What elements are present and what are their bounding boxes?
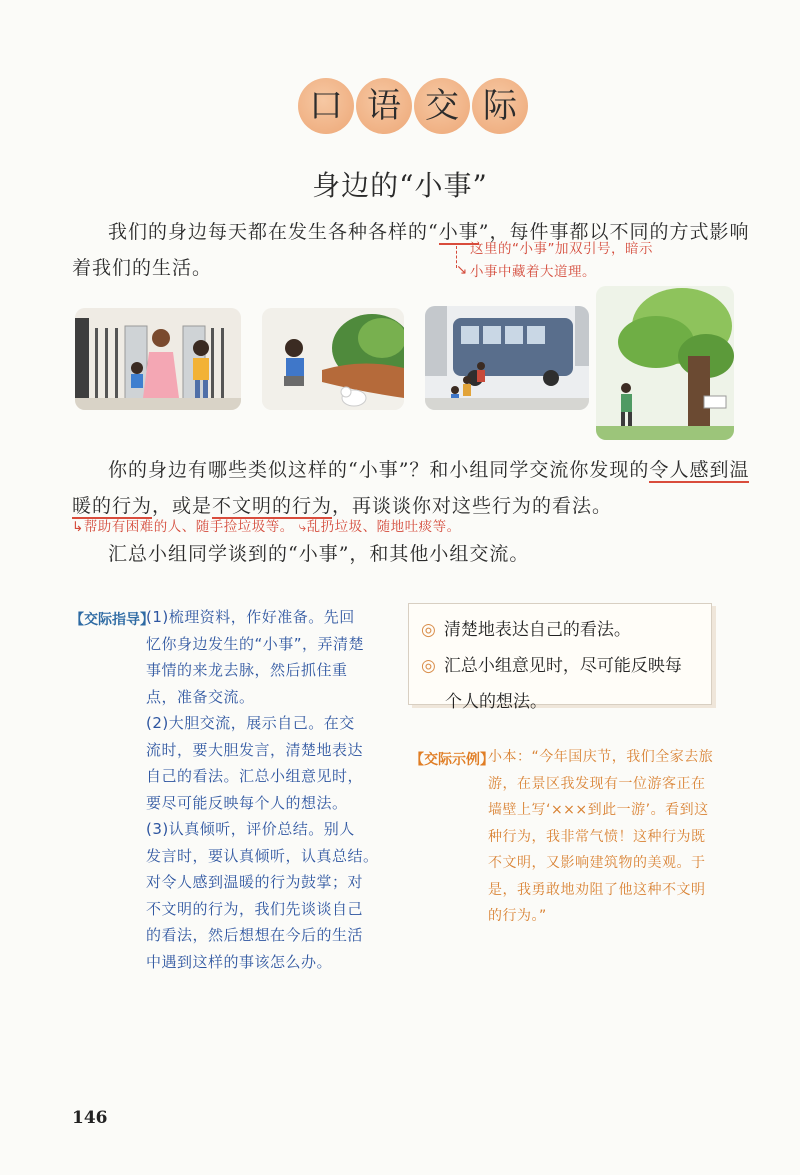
guide-line: 中遇到这样的事该怎么办。 bbox=[146, 952, 333, 971]
title-char-3: 交 bbox=[414, 78, 470, 134]
tip-item-2-line2: 个人的想法。 bbox=[445, 692, 547, 712]
page-number: 146 bbox=[72, 1108, 108, 1128]
guide-line: 发言时，要认真倾听，认真总结。 bbox=[146, 846, 379, 865]
note-1-line1: 这里的“小事”加双引号，暗示 bbox=[470, 241, 653, 257]
subtitle: 身边的“小事” bbox=[312, 169, 488, 202]
tip-item-2-text: 汇总小组意见时，尽可能反映每 bbox=[443, 656, 682, 676]
example-label: 【交际示例】 bbox=[410, 752, 494, 768]
guide-line: (1)梳理资料，作好准备。先回 bbox=[146, 608, 355, 626]
paragraph-2-highlight-1b: 暖的行为 bbox=[72, 495, 153, 517]
example-line: 的行为。” bbox=[488, 908, 547, 924]
title-char-4: 际 bbox=[472, 78, 528, 134]
title-char-1: 口 bbox=[298, 78, 354, 134]
paragraph-2-highlight-2: 不文明的行为 bbox=[212, 495, 333, 517]
note-arrow-head: ↘ bbox=[456, 262, 468, 278]
guide-line: 点，准备交流。 bbox=[146, 687, 255, 706]
circle-bullet-icon: ◎ bbox=[421, 620, 436, 640]
guide-line: 事情的来龙去脉，然后抓住重 bbox=[146, 661, 348, 679]
paragraph-1-highlight: 小事 bbox=[438, 221, 479, 243]
guide-label: 【交际指导】 bbox=[70, 612, 154, 628]
paragraph-2-before: 你的身边有哪些类似这样的“小事”？和小组同学交流你发现的 bbox=[108, 459, 650, 481]
example-line: 游，在景区我发现有一位游客正在 bbox=[488, 775, 706, 792]
annotation-note-1 bbox=[470, 238, 653, 284]
guide-line: 流时，要大胆发言，清楚地表达 bbox=[146, 740, 364, 759]
example-line: 是，我勇敢地劝阻了他这种不文明 bbox=[488, 881, 706, 898]
paragraph-1-after: ”，每件事都以不同的方式影响 bbox=[478, 221, 750, 243]
title-char-2: 语 bbox=[356, 78, 412, 134]
note-2-left: 帮助有困难的人、随手捡垃圾等。 bbox=[83, 519, 294, 535]
note-1-line2: 小事中藏着大道理。 bbox=[470, 264, 596, 280]
family-at-gate-illustration bbox=[75, 308, 241, 410]
boy-with-puppy-illustration bbox=[262, 308, 404, 410]
example-line: 墙壁上写‘×××到此一游’。看到这 bbox=[488, 802, 709, 818]
note-2-arrow-right: ⤷ bbox=[298, 519, 307, 535]
guide-line: (3)认真倾听，评价总结。别人 bbox=[146, 820, 355, 838]
guide-line: 忆你身边发生的“小事”，弄清楚 bbox=[146, 634, 365, 653]
paragraph-2 bbox=[108, 450, 768, 490]
guide-line: 的看法，然后想想在今后的生活 bbox=[146, 926, 364, 944]
person-near-tree-illustration bbox=[596, 286, 734, 440]
tip-item-2 bbox=[409, 648, 711, 684]
queue-for-bus-illustration bbox=[425, 306, 589, 410]
paragraph-1-line2: 着我们的生活。 bbox=[72, 257, 213, 279]
tip-item-1-text: 清楚地表达自己的看法。 bbox=[443, 620, 631, 640]
guide-line: (2)大胆交流，展示自己。在交 bbox=[146, 714, 355, 732]
guide-line: 不文明的行为，我们先谈谈自己 bbox=[146, 899, 364, 918]
paragraph-2-mid: ，或是 bbox=[152, 495, 213, 517]
tip-box bbox=[408, 603, 712, 712]
example-line: 种行为，我非常气愤！这种行为既 bbox=[488, 828, 706, 845]
paragraph-2-highlight-1: 令人感到温 bbox=[649, 459, 750, 481]
example-line: 小本：“今年国庆节，我们全家去旅 bbox=[488, 749, 714, 765]
example-text bbox=[488, 744, 778, 930]
circle-bullet-icon: ◎ bbox=[421, 656, 436, 676]
note-2-arrow-left: ↳ bbox=[72, 519, 84, 535]
tip-item-1 bbox=[409, 612, 711, 648]
example-line: 不文明，又影响建筑物的美观。于 bbox=[488, 855, 706, 871]
guide-line: 要尽可能反映每个人的想法。 bbox=[146, 793, 348, 812]
lesson-title bbox=[298, 78, 528, 134]
paragraph-2-after: ，再谈谈你对这些行为的看法。 bbox=[332, 495, 613, 517]
guide-line: 自己的看法。汇总小组意见时， bbox=[146, 767, 364, 785]
paragraph-1 bbox=[108, 212, 768, 252]
annotation-note-2 bbox=[72, 515, 461, 535]
guide-line: 对令人感到温暖的行为鼓掌；对 bbox=[146, 873, 364, 891]
paragraph-1-before: 我们的身边每天都在发生各种各样的“ bbox=[108, 221, 439, 243]
guide-text bbox=[146, 604, 386, 975]
note-2-right: 乱扔垃圾、随地吐痰等。 bbox=[306, 519, 461, 535]
paragraph-3: 汇总小组同学谈到的“小事”，和其他小组交流。 bbox=[108, 543, 530, 565]
